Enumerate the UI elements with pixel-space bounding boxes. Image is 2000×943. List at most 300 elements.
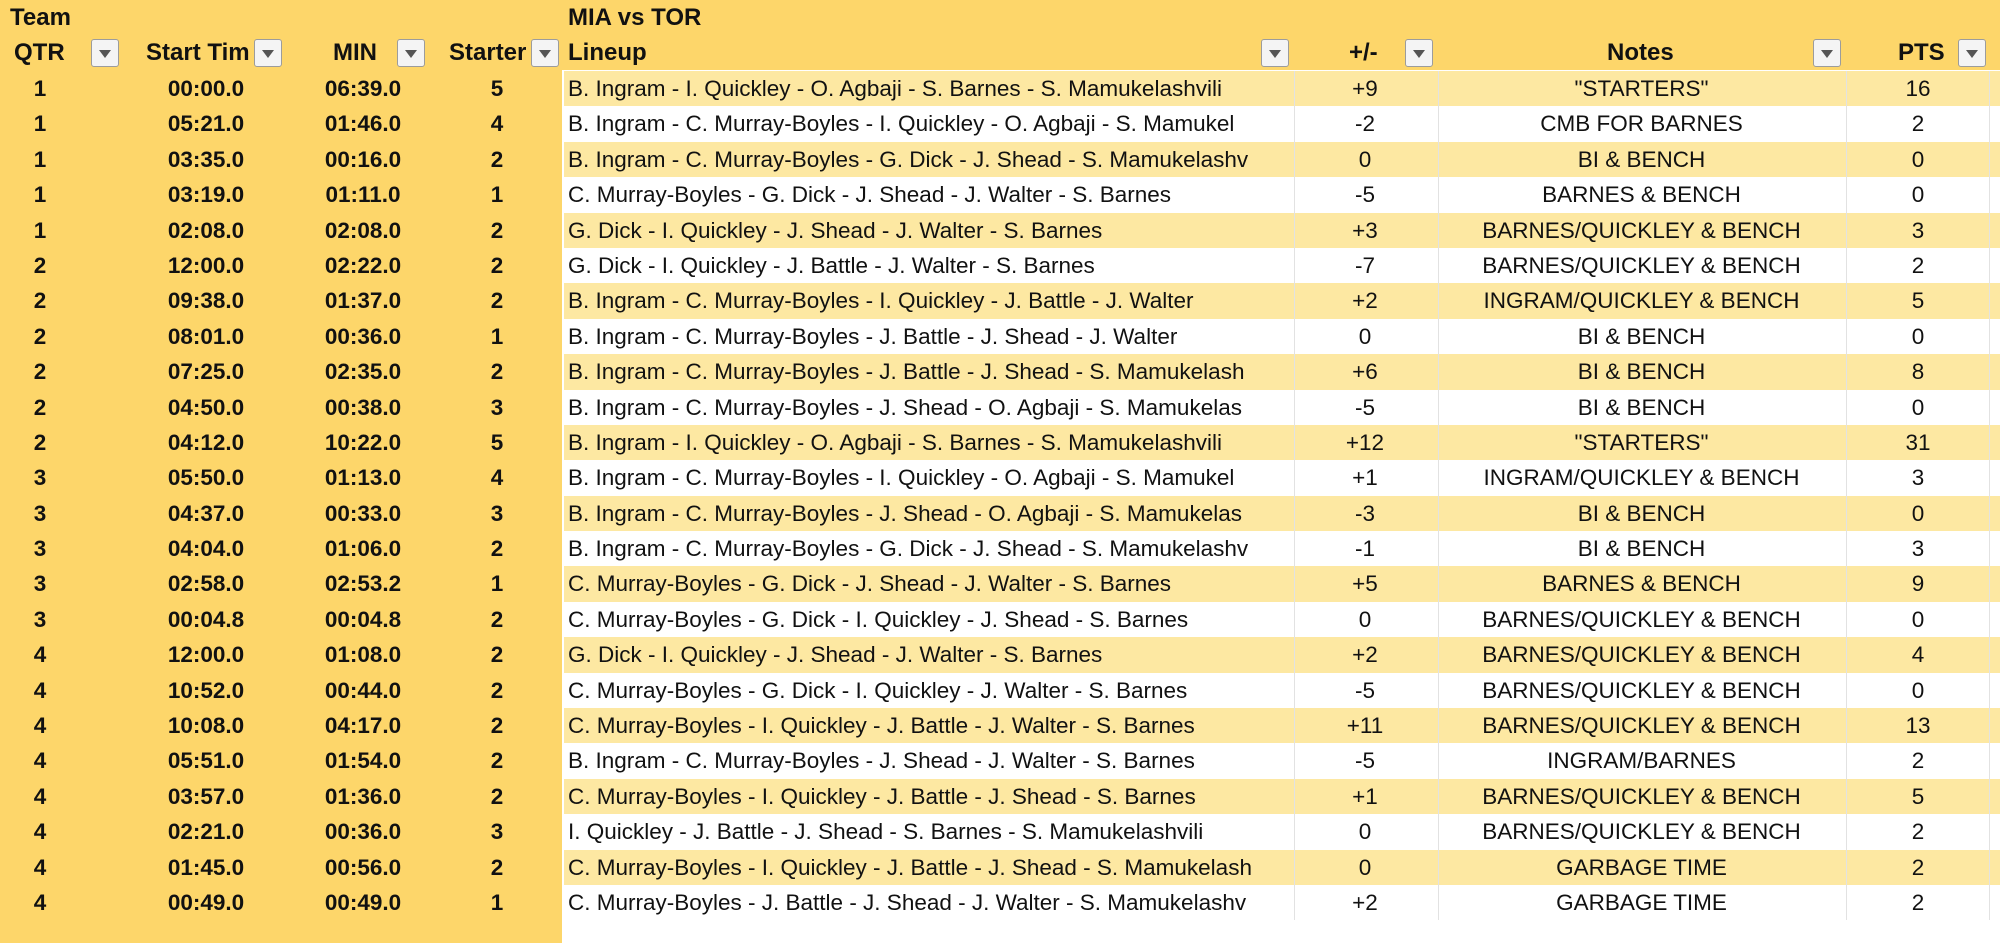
table-row[interactable] [0,496,2000,531]
cell-divider [1438,390,1439,425]
qtr-cell[interactable]: 4 [33,748,47,774]
starters-cell[interactable]: 2 [490,252,504,278]
cell-divider [1294,602,1295,637]
start-time-cell[interactable]: 00:49.0 [167,889,245,915]
qtr-cell[interactable]: 3 [33,606,47,632]
lineup-cell[interactable]: C. Murray-Boyles - G. Dick - J. Shead - J. Walter - S. Barnes [568,182,1172,208]
qtr-cell[interactable]: 1 [33,182,47,208]
lineup-cell[interactable]: B. Ingram - C. Murray-Boyles - I. Quickley - O. Agbaji - S. Mamukel [568,465,1235,491]
cell-divider [1989,673,1990,708]
start-time-cell[interactable]: 04:50.0 [167,394,245,420]
starters-cell[interactable]: 2 [490,288,504,314]
table-row[interactable] [0,142,2000,177]
cell-divider [1294,460,1295,495]
notes-cell[interactable]: GARBAGE TIME [1556,854,1727,880]
cell-divider [1989,142,1990,177]
plus-minus-cell[interactable]: -1 [1354,536,1375,562]
min-cell[interactable]: 02:53.2 [324,571,402,597]
plus-minus-cell[interactable]: 0 [1358,146,1372,172]
notes-cell[interactable]: INGRAM/BARNES [1547,748,1736,774]
lineup-cell[interactable]: B. Ingram - I. Quickley - O. Agbaji - S. Barnes - S. Mamukelashvili [568,429,1222,455]
table-row[interactable] [0,885,2000,920]
cell-divider [1294,708,1295,743]
plus-minus-cell[interactable]: 0 [1358,323,1372,349]
pts-header: PTS [1898,39,1945,66]
start-time-cell[interactable]: 00:00.0 [167,76,245,101]
cell-divider [1989,850,1990,885]
starters-cell[interactable]: 2 [490,713,504,739]
plus-minus-cell[interactable]: -5 [1354,394,1375,420]
min-cell[interactable]: 02:08.0 [324,217,402,243]
pts-cell[interactable]: 0 [1911,394,1925,420]
qtr-cell[interactable]: 4 [33,677,47,703]
qtr-cell[interactable]: 4 [33,889,47,915]
plus-minus-cell[interactable]: +2 [1352,642,1378,668]
table-row[interactable] [0,673,2000,708]
start-time-cell[interactable]: 03:35.0 [167,146,245,172]
table-row[interactable] [0,71,2000,106]
table-row[interactable] [0,248,2000,283]
min-cell[interactable]: 00:04.8 [324,606,402,632]
lineup-cell[interactable]: B. Ingram - I. Quickley - O. Agbaji - S. Barnes - S. Mamukelashvili [568,76,1222,101]
notes-cell[interactable]: BI & BENCH [1577,394,1706,420]
starters-cell[interactable]: 3 [490,394,504,420]
min-cell[interactable]: 02:22.0 [324,252,402,278]
plus-minus-cell[interactable]: 0 [1358,854,1372,880]
cell-divider [1846,425,1847,460]
min-cell[interactable]: 00:44.0 [324,677,402,703]
pts-cell[interactable]: 2 [1911,889,1925,915]
cell-divider [1438,71,1439,106]
lineup-cell[interactable]: C. Murray-Boyles - I. Quickley - J. Battle - J. Shead - S. Barnes [568,783,1196,809]
start-time-cell[interactable]: 05:51.0 [167,748,245,774]
lineup-cell[interactable]: G. Dick - I. Quickley - J. Shead - J. Walter - S. Barnes [568,217,1103,243]
lineup-cell[interactable]: B. Ingram - C. Murray-Boyles - J. Shead - O. Agbaji - S. Mamukelas [568,394,1242,420]
lineup-cell[interactable]: B. Ingram - C. Murray-Boyles - G. Dick - J. Shead - S. Mamukelashv [568,536,1249,562]
notes-cell[interactable]: "STARTERS" [1574,429,1709,455]
start-time-cell[interactable]: 10:08.0 [167,713,245,739]
pts-cell[interactable]: 8 [1911,359,1925,385]
cell-divider [1294,71,1295,106]
cell-divider [1989,602,1990,637]
column-header-row [0,35,2000,70]
pts-cell[interactable]: 3 [1911,536,1925,562]
min-cell[interactable]: 00:49.0 [324,889,402,915]
starters-cell[interactable]: 5 [490,429,504,455]
lineup-cell[interactable]: B. Ingram - C. Murray-Boyles - I. Quickley - O. Agbaji - S. Mamukel [568,111,1235,137]
cell-divider [1846,354,1847,389]
pts-cell[interactable]: 3 [1911,465,1925,491]
plus-minus-cell[interactable]: -2 [1354,111,1375,137]
starters-cell[interactable]: 2 [490,783,504,809]
cell-divider [1294,142,1295,177]
cell-divider [1989,390,1990,425]
pts-cell[interactable]: 16 [1905,76,1931,101]
lineup-cell[interactable]: C. Murray-Boyles - G. Dick - I. Quickley - J. Walter - S. Barnes [568,677,1188,703]
starters-header: Starter [449,39,527,66]
lineup-cell[interactable]: B. Ingram - C. Murray-Boyles - G. Dick - J. Shead - S. Mamukelashv [568,146,1249,172]
min-cell[interactable]: 01:13.0 [324,465,402,491]
cell-divider [1438,425,1439,460]
min-cell[interactable]: 06:39.0 [324,76,402,101]
dropdown-arrow-icon [1821,50,1833,58]
start-time-cell[interactable]: 09:38.0 [167,288,245,314]
notes-cell[interactable]: BARNES/QUICKLEY & BENCH [1482,677,1801,703]
cell-divider [1294,885,1295,920]
qtr-cell[interactable]: 2 [33,429,47,455]
cell-divider [1846,283,1847,318]
min-cell[interactable]: 10:22.0 [324,429,402,455]
starters-cell[interactable]: 2 [490,677,504,703]
min-filter-button[interactable] [397,39,425,67]
start-time-cell[interactable]: 10:52.0 [167,677,245,703]
notes-cell[interactable]: BARNES/QUICKLEY & BENCH [1482,819,1801,845]
dropdown-arrow-icon [539,50,551,58]
cell-divider [1989,177,1990,212]
table-row[interactable] [0,566,2000,601]
pts-filter-button[interactable] [1958,39,1986,67]
plus-minus-cell[interactable]: +12 [1345,429,1385,455]
table-row[interactable] [0,390,2000,425]
cell-divider [1294,496,1295,531]
table-row[interactable] [0,602,2000,637]
cell-divider [1846,850,1847,885]
lineup-cell[interactable]: I. Quickley - J. Battle - J. Shead - S. Barnes - S. Mamukelashvili [568,819,1204,845]
lineup-cell[interactable]: C. Murray-Boyles - J. Battle - J. Shead - J. Walter - S. Mamukelashv [568,889,1247,915]
starters-cell[interactable]: 4 [490,465,504,491]
min-cell[interactable]: 00:16.0 [324,146,402,172]
min-cell[interactable]: 00:36.0 [324,323,402,349]
cell-divider [1438,177,1439,212]
notes-cell[interactable]: BARNES/QUICKLEY & BENCH [1482,217,1801,243]
qtr-cell[interactable]: 3 [33,465,47,491]
starters-cell[interactable]: 2 [490,146,504,172]
cell-divider [1438,673,1439,708]
lineup-cell[interactable]: C. Murray-Boyles - I. Quickley - J. Battle - J. Walter - S. Barnes [568,713,1195,739]
cell-divider [1989,71,1990,106]
plus-minus-cell[interactable]: +2 [1352,889,1378,915]
cell-divider [1989,248,1990,283]
plus-minus-cell[interactable]: -3 [1354,500,1375,526]
pts-cell[interactable]: 2 [1911,819,1925,845]
cell-divider [1438,814,1439,849]
lineup-cell[interactable]: B. Ingram - C. Murray-Boyles - J. Shead - J. Walter - S. Barnes [568,748,1195,774]
cell-divider [1438,283,1439,318]
dropdown-arrow-icon [99,50,111,58]
starters-cell[interactable]: 2 [490,606,504,632]
min-cell[interactable]: 00:56.0 [324,854,402,880]
notes-cell[interactable]: GARBAGE TIME [1556,889,1727,915]
cell-divider [1989,743,1990,778]
min-cell[interactable]: 02:35.0 [324,359,402,385]
min-cell[interactable]: 01:54.0 [324,748,402,774]
table-row[interactable] [0,213,2000,248]
cell-divider [1438,531,1439,566]
pts-cell[interactable]: 9 [1911,571,1925,597]
plus-minus-cell[interactable]: -7 [1354,252,1375,278]
table-row[interactable] [0,708,2000,743]
start-time-cell[interactable]: 12:00.0 [167,642,245,668]
starters-cell[interactable]: 2 [490,854,504,880]
notes-header: Notes [1607,39,1674,66]
notes-cell[interactable]: BI & BENCH [1577,536,1706,562]
pts-cell[interactable]: 5 [1911,783,1925,809]
cell-divider [1989,637,1990,672]
starters-cell[interactable]: 2 [490,217,504,243]
cell-divider [1294,779,1295,814]
table-row[interactable] [0,460,2000,495]
pts-cell[interactable]: 2 [1911,854,1925,880]
starters-cell[interactable]: 5 [490,76,504,101]
lineup-cell[interactable]: C. Murray-Boyles - G. Dick - J. Shead - J. Walter - S. Barnes [568,571,1172,597]
min-cell[interactable]: 01:36.0 [324,783,402,809]
table-row[interactable] [0,779,2000,814]
start-time-cell[interactable]: 02:58.0 [167,571,245,597]
qtr-filter-button[interactable] [91,39,119,67]
start-time-cell[interactable]: 08:01.0 [167,323,245,349]
min-cell[interactable]: 01:08.0 [324,642,402,668]
min-cell[interactable]: 00:36.0 [324,819,402,845]
start-time-cell[interactable]: 01:45.0 [167,854,245,880]
pts-cell[interactable]: 2 [1911,252,1925,278]
start-time-cell[interactable]: 07:25.0 [167,359,245,385]
cell-divider [1846,460,1847,495]
qtr-cell[interactable]: 3 [33,571,47,597]
table-row[interactable] [0,743,2000,778]
cell-divider [1989,354,1990,389]
notes-cell[interactable]: BARNES/QUICKLEY & BENCH [1482,713,1801,739]
cell-divider [1846,106,1847,141]
cell-divider [1438,248,1439,283]
start-time-cell[interactable]: 00:04.8 [167,606,245,632]
cell-divider [1294,814,1295,849]
starters-cell[interactable]: 1 [490,182,504,208]
cell-divider [1438,106,1439,141]
start-time-cell[interactable]: 03:57.0 [167,783,245,809]
qtr-cell[interactable]: 2 [33,394,47,420]
cell-divider [1294,177,1295,212]
notes-cell[interactable]: BARNES/QUICKLEY & BENCH [1482,642,1801,668]
starters-cell[interactable]: 2 [490,536,504,562]
cell-divider [1846,531,1847,566]
cell-divider [1989,319,1990,354]
qtr-cell[interactable]: 3 [33,500,47,526]
table-row[interactable] [0,106,2000,141]
starters-cell[interactable]: 2 [490,748,504,774]
qtr-cell[interactable]: 4 [33,854,47,880]
qtr-cell[interactable]: 2 [33,359,47,385]
cell-divider [1438,496,1439,531]
start-time-cell[interactable]: 05:50.0 [167,465,245,491]
plus-minus-cell[interactable]: +5 [1352,571,1378,597]
table-row[interactable] [0,319,2000,354]
lineup-cell[interactable]: B. Ingram - C. Murray-Boyles - J. Shead - O. Agbaji - S. Mamukelas [568,500,1242,526]
table-row[interactable] [0,637,2000,672]
min-cell[interactable]: 00:33.0 [324,500,402,526]
cell-divider [1846,602,1847,637]
plus-minus-cell[interactable]: +3 [1352,217,1378,243]
cell-divider [1846,885,1847,920]
start-time-cell[interactable]: 05:21.0 [167,111,245,137]
dropdown-arrow-icon [1269,50,1281,58]
cell-divider [1846,390,1847,425]
qtr-cell[interactable]: 4 [33,713,47,739]
starters-filter-button[interactable] [531,39,559,67]
cell-divider [1438,637,1439,672]
qtr-cell[interactable]: 1 [33,217,47,243]
starters-cell[interactable]: 3 [490,500,504,526]
plus-minus-cell[interactable]: +9 [1352,76,1378,101]
cell-divider [1989,460,1990,495]
lineup-cell[interactable]: C. Murray-Boyles - G. Dick - I. Quickley - J. Shead - S. Barnes [568,606,1189,632]
pts-cell[interactable]: 0 [1911,606,1925,632]
cell-divider [1846,566,1847,601]
start-time-cell[interactable]: 03:19.0 [167,182,245,208]
lineup-cell[interactable]: B. Ingram - C. Murray-Boyles - I. Quickley - J. Battle - J. Walter [568,288,1194,314]
start-time-cell[interactable]: 04:12.0 [167,429,245,455]
qtr-cell[interactable]: 1 [33,111,47,137]
plus-minus-cell[interactable]: +6 [1352,359,1378,385]
cell-divider [1846,71,1847,106]
cell-divider [1989,496,1990,531]
notes-cell[interactable]: BARNES & BENCH [1542,571,1741,597]
cell-divider [1989,106,1990,141]
starters-cell[interactable]: 1 [490,571,504,597]
qtr-cell[interactable]: 1 [33,146,47,172]
plus-minus-cell[interactable]: -5 [1354,748,1375,774]
table-row[interactable] [0,177,2000,212]
cell-divider [1846,319,1847,354]
notes-cell[interactable]: "STARTERS" [1574,76,1709,101]
plus-minus-header: +/- [1349,39,1378,66]
notes-cell[interactable]: BI & BENCH [1577,500,1706,526]
plus-minus-cell[interactable]: 0 [1358,819,1372,845]
dropdown-arrow-icon [1413,50,1425,58]
pts-cell[interactable]: 13 [1905,713,1931,739]
qtr-cell[interactable]: 3 [33,536,47,562]
lineup-cell[interactable]: B. Ingram - C. Murray-Boyles - J. Battle - J. Shead - S. Mamukelash [568,359,1245,385]
start-time-cell[interactable]: 04:04.0 [167,536,245,562]
qtr-cell[interactable]: 4 [33,783,47,809]
starters-cell[interactable]: 3 [490,819,504,845]
min-header: MIN [333,39,377,66]
pts-cell[interactable]: 2 [1911,748,1925,774]
plus-minus-cell[interactable]: +2 [1352,288,1378,314]
table-row[interactable] [0,814,2000,849]
cell-divider [1294,390,1295,425]
plus-minus-cell[interactable]: +1 [1352,465,1378,491]
notes-cell[interactable]: BARNES/QUICKLEY & BENCH [1482,606,1801,632]
start-time-cell[interactable]: 12:00.0 [167,252,245,278]
pts-cell[interactable]: 3 [1911,217,1925,243]
notes-cell[interactable]: BARNES/QUICKLEY & BENCH [1482,252,1801,278]
qtr-cell[interactable]: 2 [33,323,47,349]
cell-divider [1846,496,1847,531]
lineup-cell[interactable]: B. Ingram - C. Murray-Boyles - J. Battle - J. Shead - J. Walter [568,323,1178,349]
plus-minus-cell[interactable]: 0 [1358,606,1372,632]
matchup-title: MIA vs TOR [568,4,702,31]
pts-cell[interactable]: 31 [1905,429,1931,455]
starters-cell[interactable]: 1 [490,323,504,349]
lineup-filter-button[interactable] [1261,39,1289,67]
cell-divider [1846,142,1847,177]
notes-cell[interactable]: INGRAM/QUICKLEY & BENCH [1483,288,1800,314]
notes-cell[interactable]: BI & BENCH [1577,146,1706,172]
table-row[interactable] [0,283,2000,318]
start-time-cell[interactable]: 02:21.0 [167,819,245,845]
qtr-cell[interactable]: 2 [33,252,47,278]
plus-minus-cell[interactable]: +11 [1346,713,1384,739]
cell-divider [1294,566,1295,601]
qtr-cell[interactable]: 1 [33,76,47,101]
cell-divider [1989,814,1990,849]
notes-cell[interactable]: BI & BENCH [1577,323,1706,349]
starters-cell[interactable]: 4 [490,111,504,137]
pts-cell[interactable]: 0 [1911,182,1925,208]
lineup-cell[interactable]: G. Dick - I. Quickley - J. Battle - J. Walter - S. Barnes [568,252,1095,278]
plus-minus-cell[interactable]: -5 [1354,677,1375,703]
cell-divider [1294,213,1295,248]
starters-cell[interactable]: 1 [490,889,504,915]
starters-cell[interactable]: 2 [490,359,504,385]
min-cell[interactable]: 01:37.0 [324,288,402,314]
lineup-cell[interactable]: G. Dick - I. Quickley - J. Shead - J. Walter - S. Barnes [568,642,1103,668]
notes-cell[interactable]: BARNES/QUICKLEY & BENCH [1482,783,1801,809]
notes-cell[interactable]: BI & BENCH [1577,359,1706,385]
team-label: Team [10,4,71,31]
pts-cell[interactable]: 0 [1911,500,1925,526]
pts-cell[interactable]: 5 [1911,288,1925,314]
min-cell[interactable]: 01:11.0 [325,182,401,208]
pts-cell[interactable]: 0 [1911,146,1925,172]
plus-minus-cell[interactable]: -5 [1354,182,1375,208]
cell-divider [1438,142,1439,177]
plus-minus-cell[interactable]: +1 [1352,783,1378,809]
pts-cell[interactable]: 0 [1911,323,1925,349]
table-row[interactable] [0,354,2000,389]
min-cell[interactable]: 01:46.0 [324,111,402,137]
notes-cell[interactable]: BARNES & BENCH [1542,182,1741,208]
table-row[interactable] [0,850,2000,885]
table-row[interactable] [0,531,2000,566]
cell-divider [1438,213,1439,248]
pts-cell[interactable]: 2 [1911,111,1925,137]
start-time-filter-button[interactable] [254,39,282,67]
notes-cell[interactable]: CMB FOR BARNES [1540,111,1743,137]
lineup-cell[interactable]: C. Murray-Boyles - I. Quickley - J. Battle - J. Shead - S. Mamukelash [568,854,1252,880]
min-cell[interactable]: 01:06.0 [324,536,402,562]
table-row[interactable] [0,425,2000,460]
qtr-cell[interactable]: 4 [33,642,47,668]
cell-divider [1846,673,1847,708]
cell-divider [1846,779,1847,814]
min-cell[interactable]: 04:17.0 [324,713,402,739]
start-time-cell[interactable]: 04:37.0 [167,500,245,526]
pts-cell[interactable]: 0 [1911,677,1925,703]
notes-cell[interactable]: INGRAM/QUICKLEY & BENCH [1483,465,1800,491]
notes-filter-button[interactable] [1813,39,1841,67]
qtr-cell[interactable]: 4 [33,819,47,845]
qtr-cell[interactable]: 2 [33,288,47,314]
plus-minus-filter-button[interactable] [1405,39,1433,67]
cell-divider [1438,602,1439,637]
min-cell[interactable]: 00:38.0 [324,394,402,420]
start-time-cell[interactable]: 02:08.0 [167,217,245,243]
starters-cell[interactable]: 2 [490,642,504,668]
cell-divider [1989,531,1990,566]
pts-cell[interactable]: 4 [1911,642,1925,668]
cell-divider [1846,637,1847,672]
